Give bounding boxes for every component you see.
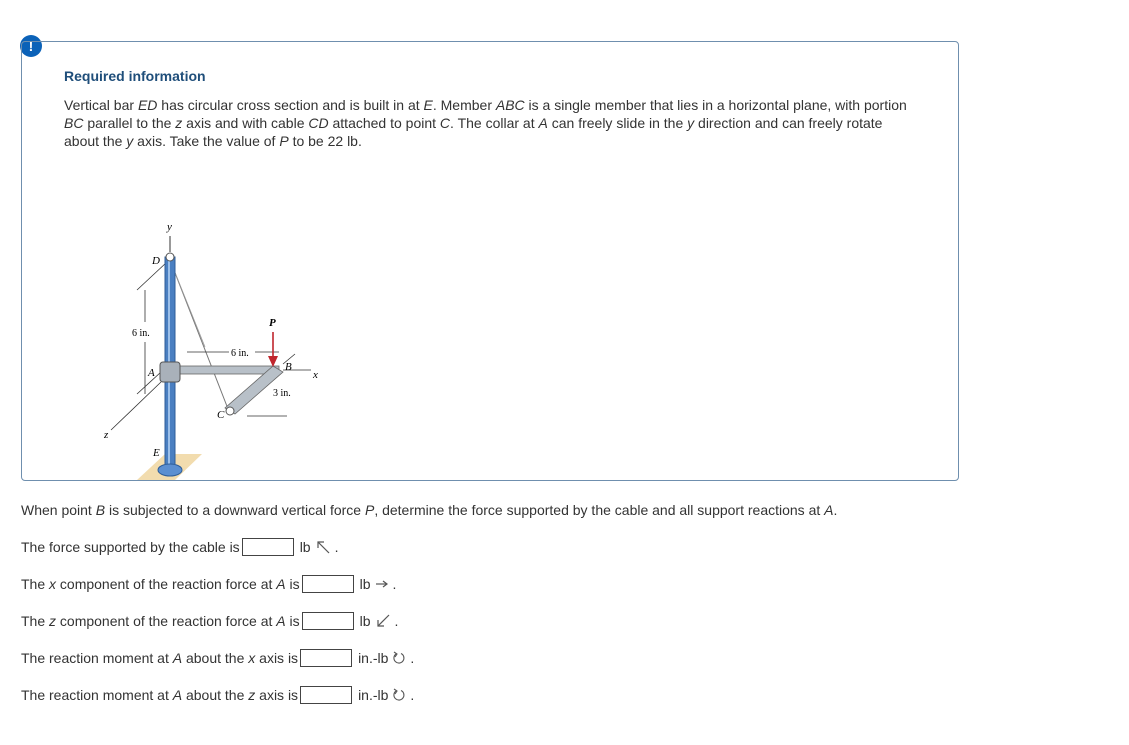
unit-label: in.-lb xyxy=(358,650,389,666)
ax-reaction-input[interactable] xyxy=(302,575,354,593)
answer-row-cable-force: The force supported by the cable is lb . xyxy=(21,539,339,555)
label-C: C xyxy=(217,409,225,421)
answer-row-az: The z component of the reaction force at A is lb . xyxy=(21,613,399,629)
unit-label: in.-lb xyxy=(358,687,389,703)
question-text: When point B is subjected to a downward vertical force P, determine the force supported by the cable and all support reactions at A. xyxy=(21,502,838,518)
required-info-box xyxy=(21,41,959,481)
arrow-right-icon xyxy=(375,579,389,589)
label-3in: 3 in. xyxy=(273,388,291,399)
mx-moment-input[interactable] xyxy=(300,649,352,667)
collar-A xyxy=(160,362,180,382)
answer-row-mx: The reaction moment at A about the x axis is in.-lb . xyxy=(21,650,415,666)
answer-label: The z component of the reaction force at A is xyxy=(21,613,300,629)
answer-row-ax: The x component of the reaction force at A is lb . xyxy=(21,576,397,592)
label-z: z xyxy=(104,429,109,441)
answer-label: The reaction moment at A about the z axis is xyxy=(21,687,299,703)
arrow-up-left-icon xyxy=(315,540,331,554)
problem-figure xyxy=(97,212,318,492)
unit-label: lb xyxy=(359,576,371,592)
answer-row-mz: The reaction moment at A about the z axis is in.-lb . xyxy=(21,687,415,703)
member-AB xyxy=(175,366,279,374)
label-E: E xyxy=(153,447,160,459)
label-D: D xyxy=(152,255,160,267)
info-text: Vertical bar ED has circular cross section and is built in at E. Member ABC is a single member that lies in a horizontal plane, with portion BC parallel to the z axis and with cable CD attached to point C. The collar at A can freely slide in the y direction and can freely rotate about the y axis. Take the value of P to be 22 lb. xyxy=(64,97,907,149)
info-title: Required information xyxy=(64,68,206,84)
alert-icon: ! xyxy=(20,35,42,57)
ccw-rotation-icon xyxy=(392,688,406,702)
mz-moment-input[interactable] xyxy=(300,686,352,704)
unit-label: lb xyxy=(299,539,311,555)
label-B: B xyxy=(285,361,292,373)
ccw-rotation-icon xyxy=(392,651,406,665)
label-y: y xyxy=(167,221,172,233)
label-A: A xyxy=(148,367,155,379)
cable-force-input[interactable] xyxy=(242,538,294,556)
az-reaction-input[interactable] xyxy=(302,612,354,630)
label-P: P xyxy=(269,317,276,329)
answer-label: The force supported by the cable is xyxy=(21,539,240,555)
label-6in-left: 6 in. xyxy=(132,328,150,339)
label-6in-top: 6 in. xyxy=(231,348,249,359)
label-x: x xyxy=(313,369,318,381)
unit-label: lb xyxy=(359,613,371,629)
answer-label: The x component of the reaction force at A is xyxy=(21,576,300,592)
answer-label: The reaction moment at A about the x axis is xyxy=(21,650,299,666)
arrow-down-left-icon xyxy=(375,614,391,628)
